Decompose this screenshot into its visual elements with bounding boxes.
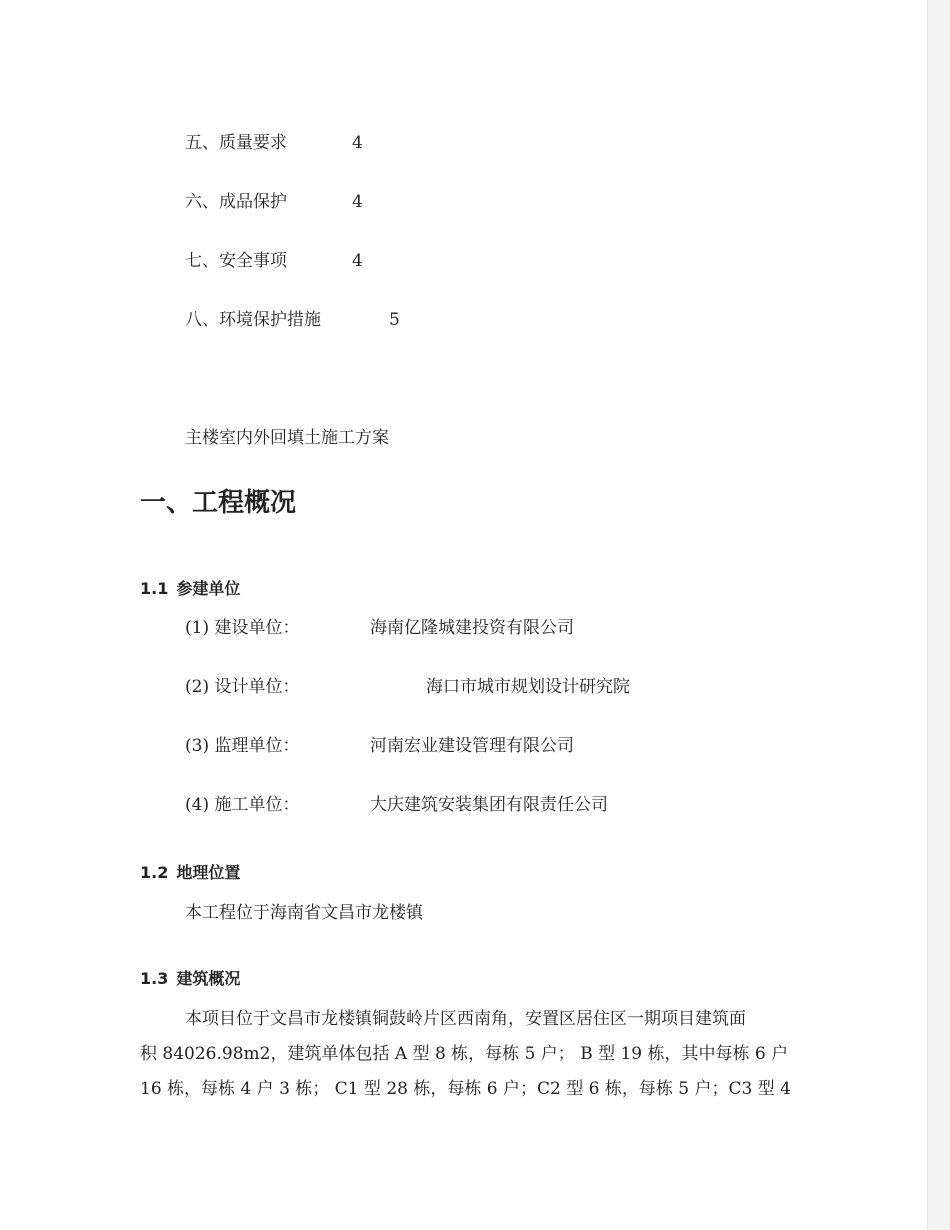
unit-row-supervision bbox=[185, 735, 574, 757]
unit-row-design bbox=[185, 676, 630, 698]
unit-value: 海口市城市规划设计研究院 bbox=[426, 677, 630, 697]
subsection-heading-1-3 bbox=[140, 968, 240, 990]
subsection-number: 1.2 bbox=[140, 863, 169, 882]
toc-item-label: 七、安全事项 bbox=[185, 251, 287, 271]
toc-item-page: 4 bbox=[352, 251, 363, 271]
document-title: 主楼室内外回填土施工方案 bbox=[185, 428, 389, 448]
unit-row-construction bbox=[185, 617, 574, 639]
toc-item[interactable] bbox=[185, 309, 400, 331]
unit-label: (2) 设计单位： bbox=[185, 677, 300, 697]
subsection-title: 地理位置 bbox=[176, 863, 241, 882]
paragraph-line: 16 栋，每栋 4 户 3 栋； C1 型 28 栋，每栋 6 户；C2 型 6 栋，每栋 5 户；C3 型 4 bbox=[140, 1079, 791, 1099]
location-text: 本工程位于海南省文昌市龙楼镇 bbox=[185, 903, 423, 923]
unit-value: 海南亿隆城建投资有限公司 bbox=[370, 618, 574, 638]
toc-item[interactable] bbox=[185, 191, 363, 213]
toc-item-label: 八、环境保护措施 bbox=[185, 310, 321, 330]
toc-item-page: 5 bbox=[389, 310, 400, 330]
section-heading: 一、工程概况 bbox=[140, 488, 297, 518]
toc-item[interactable] bbox=[185, 132, 363, 154]
unit-value: 大庆建筑安装集团有限责任公司 bbox=[370, 795, 608, 815]
page-edge bbox=[927, 0, 950, 1230]
unit-label: (4) 施工单位： bbox=[185, 795, 300, 815]
toc-item-page: 4 bbox=[352, 192, 363, 212]
toc-item-label: 五、质量要求 bbox=[185, 133, 287, 153]
toc-item[interactable] bbox=[185, 250, 363, 272]
unit-value: 河南宏业建设管理有限公司 bbox=[370, 736, 574, 756]
unit-row-contractor bbox=[185, 794, 608, 816]
toc-item-label: 六、成品保护 bbox=[185, 192, 287, 212]
paragraph-line: 本项目位于文昌市龙楼镇铜鼓岭片区西南角，安置区居住区一期项目建筑面 bbox=[185, 1009, 746, 1029]
subsection-title: 建筑概况 bbox=[176, 969, 241, 988]
subsection-title: 参建单位 bbox=[176, 579, 241, 598]
subsection-heading-1-2 bbox=[140, 862, 240, 884]
unit-label: (1) 建设单位： bbox=[185, 618, 300, 638]
subsection-number: 1.1 bbox=[140, 579, 169, 598]
toc-item-page: 4 bbox=[352, 133, 363, 153]
subsection-number: 1.3 bbox=[140, 969, 169, 988]
paragraph-line: 积 84026.98m2，建筑单体包括 A 型 8 栋，每栋 5 户； B 型 19 栋，其中每栋 6 户 bbox=[140, 1044, 789, 1064]
unit-label: (3) 监理单位： bbox=[185, 736, 300, 756]
subsection-heading-1-1 bbox=[140, 578, 240, 600]
